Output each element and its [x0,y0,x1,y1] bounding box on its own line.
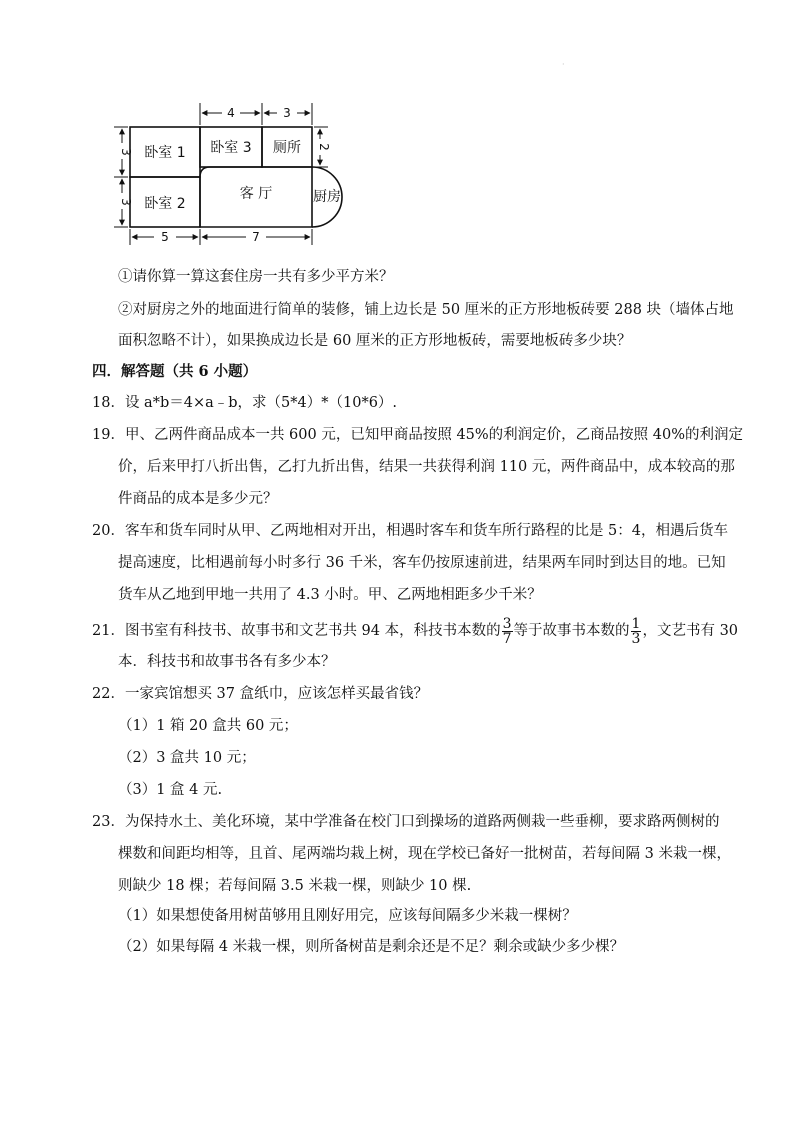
q17-part2-line2: 面积忽略不计），如果换成边长是 60 厘米的正方形地板砖，需要地板砖多少块？ [118,333,632,349]
q20-line1: 20．客车和货车同时从甲、乙两地相对开出，相遇时客车和货车所行路程的比是 5：4，相遇后货车 [92,523,729,539]
scan-dot: · [562,60,565,69]
q22-option1: （1）1 箱 20 盒共 60 元； [118,718,298,734]
fraction-denominator: 7 [502,630,512,647]
q22-option3: （3）1 盒 4 元. [118,782,223,798]
q17-part1: ①请你算一算这套住房一共有多少平方米？ [118,269,394,285]
bedroom3-label: 卧室 3 [210,140,252,156]
q21-line2: 本．科技书和故事书各有多少本？ [118,654,336,670]
dim-left-3a: 3 [119,148,133,156]
bedroom2-label: 卧室 2 [144,196,186,212]
dim-top-3: 3 [283,106,291,120]
q23-sub1: （1）如果想使备用树苗够用且刚好用完，应该每间隔多少米栽一棵树？ [118,908,577,924]
dim-bottom-7: 7 [252,230,260,244]
section4-title: 四．解答题（共 6 小题） [92,363,258,380]
q17-part2-line1: ②对厨房之外的地面进行简单的装修，铺上边长是 50 厘米的正方形地板砖要 288 块（墙体占地 [118,302,734,318]
q23-line1: 23．为保持水土、美化环境，某中学准备在校门口到操场的道路两侧栽一些垂柳，要求路两侧树的 [92,814,720,830]
q21-line1 [92,615,738,647]
kitchen-label: 厨房 [313,189,341,205]
fraction-3-7 [502,617,513,646]
fraction-1-3 [631,617,642,646]
q19-line3: 件商品的成本是多少元？ [118,491,278,507]
living-room-label: 客 厅 [239,186,273,202]
fraction-numerator: 3 [502,615,512,632]
q21-text-b: 等于故事书本数的 [513,623,630,639]
q22-line1: 22．一家宾馆想买 37 盒纸巾，应该怎样买最省钱？ [92,686,429,702]
floor-plan-diagram [100,95,360,260]
q21-text-c: ，文艺书有 30 [642,623,739,639]
dim-top-4: 4 [227,106,235,120]
q22-option2: （2）3 盒共 10 元； [118,750,256,766]
fraction-denominator: 3 [631,630,641,647]
dim-right-2: 2 [317,143,331,151]
q23-line2: 棵数和间距均相等，且首、尾两端均栽上树，现在学校已备好一批树苗，若每间隔 3 米栽一棵， [118,846,731,862]
q23-sub2: （2）如果每隔 4 米栽一棵，则所备树苗是剩余还是不足？剩余或缺少多少棵？ [118,939,625,955]
dim-bottom-5: 5 [161,230,169,244]
q19-line2: 价，后来甲打八折出售，乙打九折出售，结果一共获得利润 110 元，两件商品中，成本较高的那 [118,459,735,475]
toilet-label: 厕所 [273,140,301,156]
fraction-numerator: 1 [631,615,641,632]
bedroom1-label: 卧室 1 [144,145,186,161]
q21-text-a: 21．图书室有科技书、故事书和文艺书共 94 本，科技书本数的 [92,623,501,639]
q20-line2: 提高速度，比相遇前每小时多行 36 千米，客车仍按原速前进，结果两车同时到达目的地。已知 [118,555,726,571]
q18-text: 18．设 a*b＝4×a﹣b，求（5*4）*（10*6）. [92,395,398,411]
dim-left-3b: 3 [119,198,133,206]
q19-line1: 19．甲、乙两件商品成本一共 600 元，已知甲商品按照 45%的利润定价，乙商品按照 40%的利润定 [92,427,744,443]
q20-line3: 货车从乙地到甲地一共用了 4.3 小时。甲、乙两地相距多少千米？ [118,587,542,603]
q23-line3: 则缺少 18 棵；若每间隔 3.5 米栽一棵，则缺少 10 棵. [118,878,472,894]
